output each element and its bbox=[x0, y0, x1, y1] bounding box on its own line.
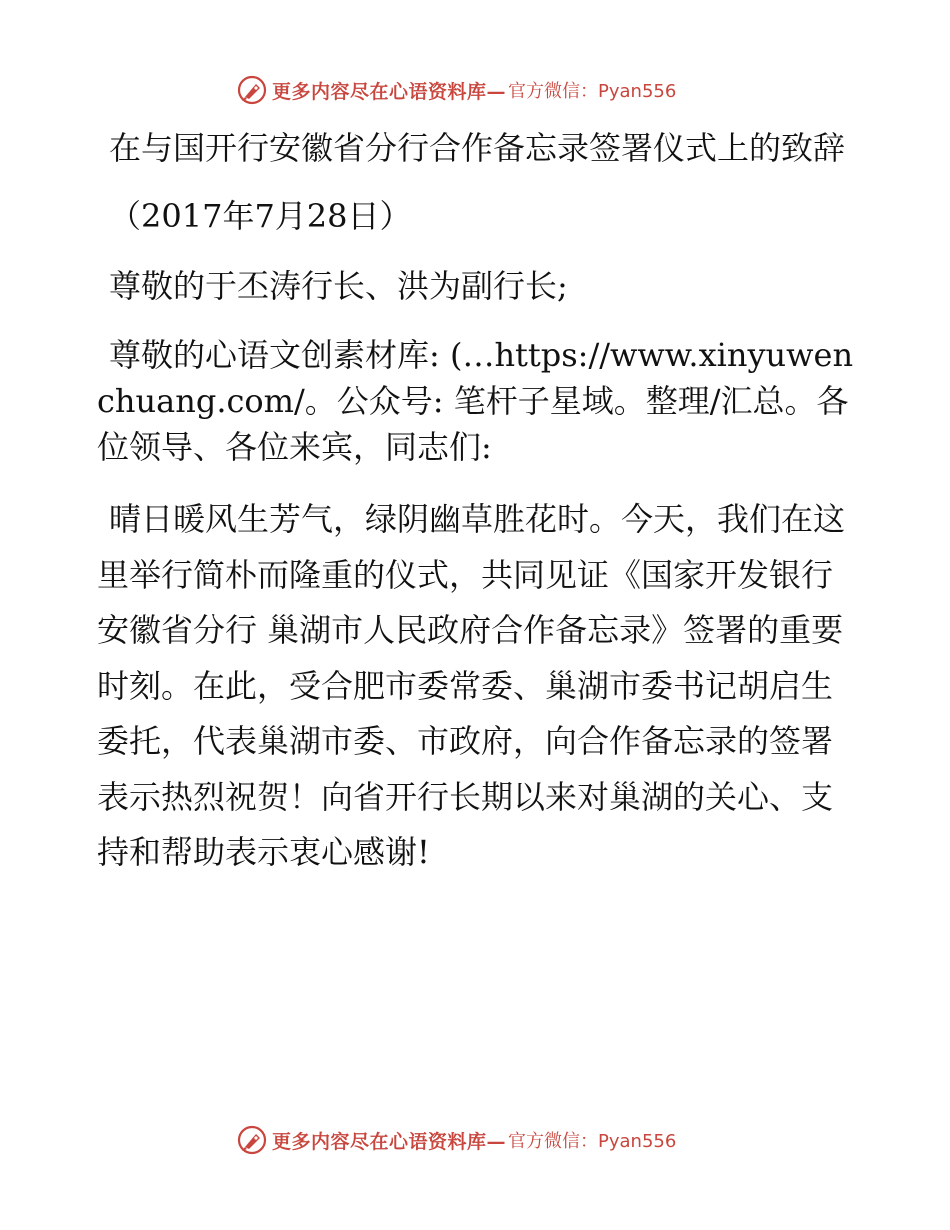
document-date: （2017年7月28日） bbox=[109, 197, 412, 235]
document-body bbox=[97, 124, 857, 881]
salutation-line-2: 尊敬的心语文创素材库: (…https://www.xinyuwenchuang.com/。公众号: 笔杆子星域。整理/汇总。各位领导、各位来宾，同志们: bbox=[97, 336, 854, 466]
footer-banner bbox=[236, 1122, 756, 1158]
pen-nib-logo-icon bbox=[236, 74, 268, 106]
pen-nib-logo-icon bbox=[236, 1124, 268, 1156]
banner-wechat-text: 官方微信：Pyan556 bbox=[508, 1131, 677, 1152]
banner-wechat-text: 官方微信：Pyan556 bbox=[508, 81, 677, 102]
document-title: 在与国开行安徽省分行合作备忘录签署仪式上的致辞 bbox=[109, 129, 846, 167]
salutation-line-1: 尊敬的于丕涛行长、洪为副行长; bbox=[109, 267, 568, 305]
body-paragraph: 晴日暖风生芳气，绿阴幽草胜花时。今天，我们在这里举行简朴而隆重的仪式，共同见证《国家开发银行安徽省分行 巢湖市人民政府合作备忘录》签署的重要时刻。在此，受合肥市委常委、巢湖市委书记胡启生委托，代表巢湖市委、市政府，向合作备忘录的签署表示热烈祝贺！向省开行长期以来对巢湖的关心、支持和帮助表示衷心感谢! bbox=[97, 500, 846, 871]
banner-main-text: 更多内容尽在心语资料库— bbox=[272, 1130, 507, 1153]
banner-main-text: 更多内容尽在心语资料库— bbox=[272, 80, 507, 103]
header-banner bbox=[236, 72, 756, 108]
